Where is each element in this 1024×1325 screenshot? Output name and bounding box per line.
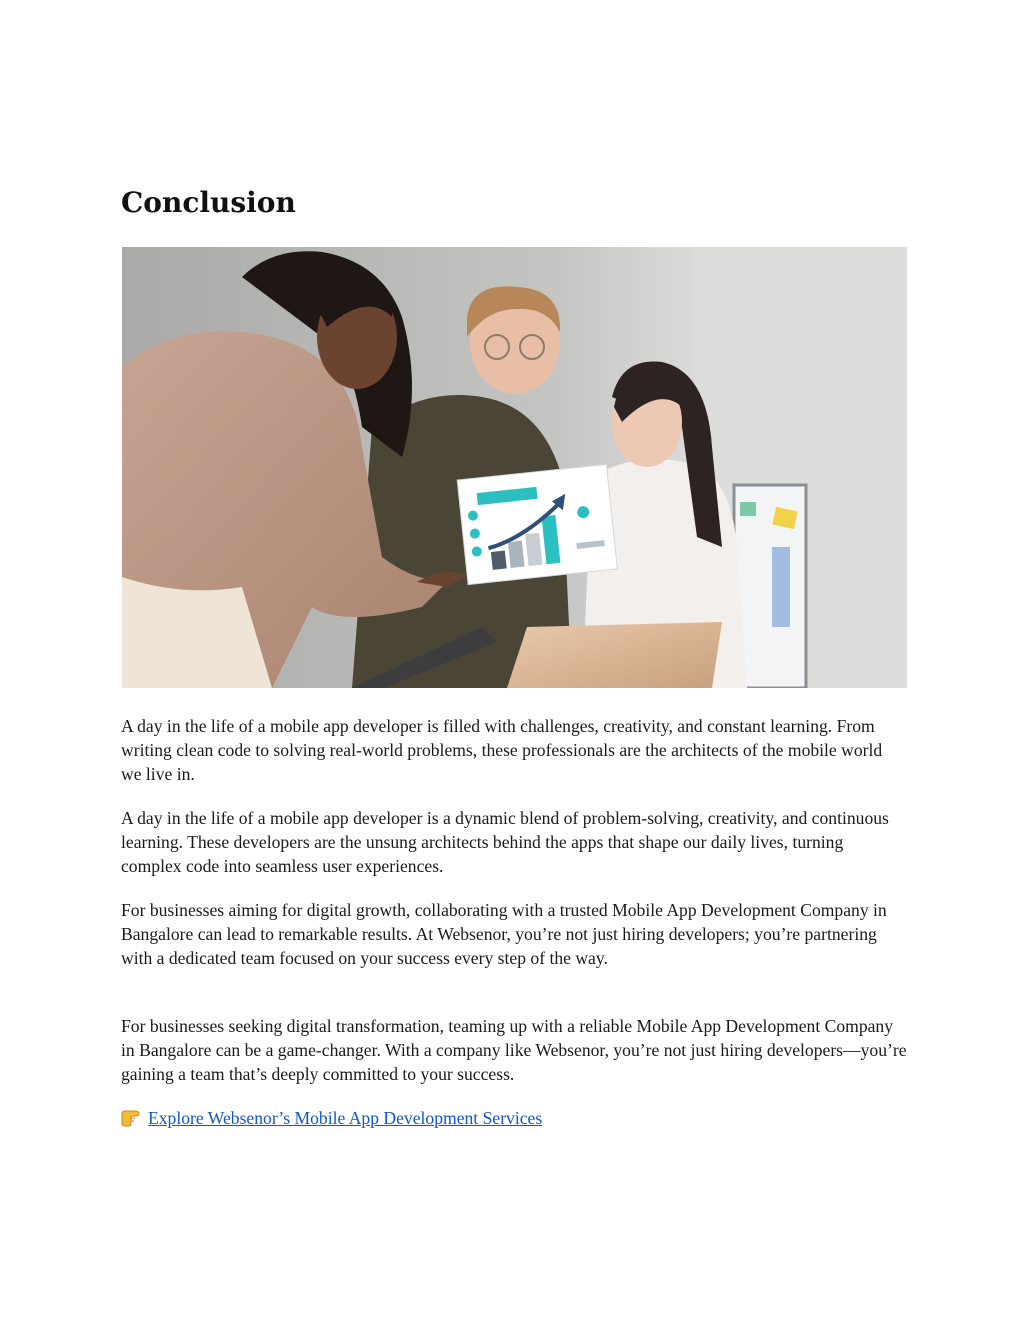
conclusion-paragraph-4: For businesses seeking digital transformation, teaming up with a reliable Mobile App Development Company in Bangalore can be a game-changer. With a company like Websenor, you’re not just hiring developers—you’re gaining a team that’s deeply committed to your success. bbox=[121, 1016, 907, 1084]
conclusion-paragraph-1: A day in the life of a mobile app developer is filled with challenges, creativity, and constant learning. From writing clean code to solving real-world problems, these professionals are the architects of the mobile world we live in. bbox=[121, 716, 883, 784]
explore-services-link[interactable]: Explore Websenor’s Mobile App Development Services bbox=[148, 1108, 543, 1128]
conclusion-paragraph-3: For businesses aiming for digital growth, collaborating with a trusted Mobile App Development Company in Bangalore can lead to remarkable results. At Websenor, you’re not just hiring developers; you’re partnering with a dedicated team focused on your success every step of the way. bbox=[121, 900, 887, 968]
section-heading: Conclusion bbox=[121, 186, 296, 219]
pointing-right-hand-icon bbox=[121, 1107, 143, 1127]
conclusion-paragraph-2: A day in the life of a mobile app developer is a dynamic blend of problem-solving, creativity, and continuous learning. These developers are the unsung architects behind the apps that shape our daily lives, turning complex code into seamless user experiences. bbox=[121, 808, 889, 876]
team-meeting-photo bbox=[122, 247, 907, 688]
cta-line bbox=[121, 1106, 542, 1130]
